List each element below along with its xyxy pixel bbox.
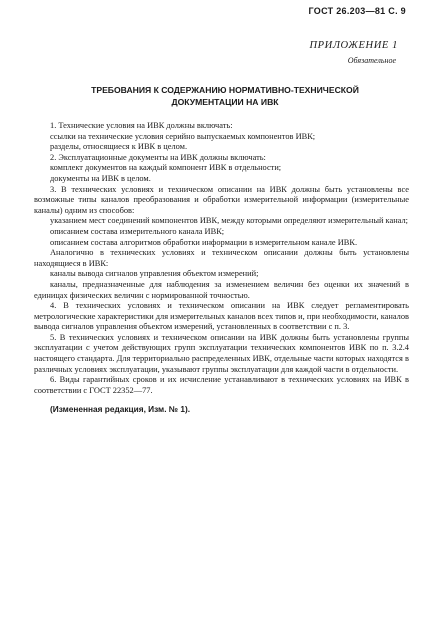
paragraph: комплект документов на каждый компонент ИВК в отдельности;	[50, 163, 282, 173]
paragraph: 2. Эксплуатационные документы на ИВК должны включать:	[50, 152, 266, 162]
paragraph: каналы, предназначенные для наблюдения за изменением величин без оценки их значений в единицах физических величин с нормированной точностью.	[34, 279, 409, 300]
appendix-title: ПРИЛОЖЕНИЕ 1	[309, 40, 398, 51]
amendment-note: (Измененная редакция, Изм. № 1).	[50, 404, 191, 415]
page-header: ГОСТ 26.203—81 С. 9	[308, 6, 406, 16]
section-title-line-2: ДОКУМЕНТАЦИИ НА ИВК	[171, 97, 279, 107]
paragraph: описанием состава алгоритмов обработки информации в измерительном канале ИВК.	[50, 237, 358, 247]
paragraph: 6. Виды гарантийных сроков и их исчисление устанавливают в технических условиях на ИВК в соответствии с ГОСТ 22352—77.	[34, 375, 409, 395]
body-text	[34, 121, 409, 415]
paragraph: 4. В технических условиях и техническом описании на ИВК следует регламентировать метрологические характеристики для измерительных каналов всех типов и, при необходимости, каналов вывода сигналов управления объектом измерений, установленных в соответствии с п. 3.	[34, 301, 409, 332]
paragraph: 3. В технических условиях и техническом описании на ИВК должны быть установлены все возможные типы каналов преобразования и обработки измерительной информации (измерительные каналы) одним из способов:	[34, 184, 409, 215]
section-title	[40, 84, 410, 108]
paragraph: ссылки на технические условия серийно выпускаемых компонентов ИВК;	[50, 131, 316, 141]
section-title-line-1: ТРЕБОВАНИЯ К СОДЕРЖАНИЮ НОРМАТИВНО-ТЕХНИЧЕСКОЙ	[91, 85, 359, 95]
paragraph: каналы вывода сигналов управления объектом измерений;	[50, 269, 259, 279]
paragraph: 5. В технических условиях и техническом описании на ИВК должны быть установлены группы эксплуатации с учетом действующих групп эксплуатации технических компонентов ИВК по п. 3.2.4 настоящего стандарта. Для территориально распределенных ИВК, отдельные части которых находятся в различных условиях эксплуатации, указывают группы эксплуатации для каждой части в отдельности.	[34, 332, 409, 374]
paragraph: разделы, относящиеся к ИВК в целом.	[50, 142, 188, 152]
paragraph: документы на ИВК в целом.	[50, 173, 151, 183]
paragraph: указанием мест соединений компонентов ИВК, между которыми определяют измерительный канал;	[50, 216, 408, 226]
paragraph: описанием состава измерительного канала ИВК;	[50, 226, 225, 236]
paragraph: Аналогично в технических условиях и техническом описании должны быть установлены находящиеся в ИВК:	[34, 248, 409, 268]
paragraph: 1. Технические условия на ИВК должны включать:	[50, 121, 233, 130]
appendix-note: Обязательное	[347, 56, 396, 65]
